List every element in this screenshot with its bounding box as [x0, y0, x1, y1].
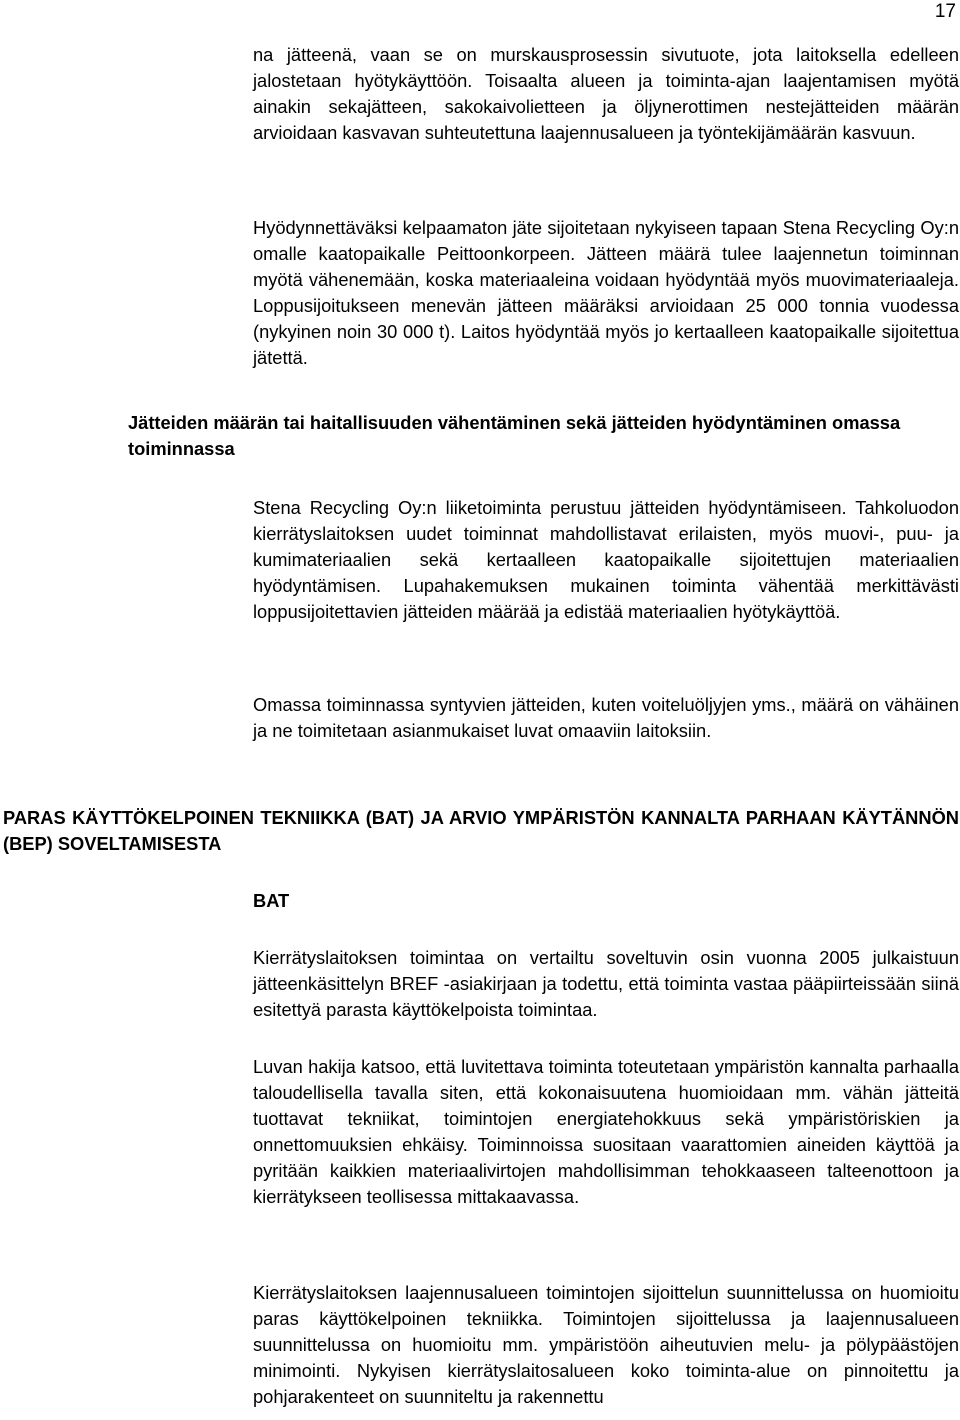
chapter-heading-bat-bep: PARAS KÄYTTÖKELPOINEN TEKNIIKKA (BAT) JA ARVIO YMPÄRISTÖN KANNALTA PARHAAN KÄYTÄNNÖN (BEP) SOVELTAMISESTA — [3, 807, 959, 854]
paragraph-landfill-disposal: Hyödynnettäväksi kelpaamaton jäte sijoitetaan nykyiseen tapaan Stena Recycling Oy:n omalle kaatopaikalle Peittoonkorpeen. Jätteen määrä tulee laajennetun toiminnan myötä vähenemään, koska materiaaleina voidaan hyödyntää myös muovimateriaaleja. Loppusijoitukseen menevän jätteen määräksi arvioidaan 25 000 tonnia vuodessa (nykyinen noin 30 000 t). Laitos hyödyntää myös jo kertaalleen kaatopaikalle sijoitettua jätettä. — [253, 217, 959, 368]
paragraph-best-practice: Luvan hakija katsoo, että luvitettava toiminta toteutetaan ympäristön kannalta parhaalla taloudellisella tavalla siten, että kokonaisuutena huomioidaan mm. vähän jätteitä tuottavat tekniikat, toimintojen energiatehokkuus sekä ympäristöriskien ja onnettomuuksien ehkäisy. Toiminnoissa suositaan vaarattomien aineiden käyttöä ja pyritään kaikkien materiaalivirtojen mahdollisimman tehokkaaseen talteenottoon ja kierrätykseen teollisessa mittakaavassa. — [253, 1056, 959, 1207]
paragraph-expansion-planning: Kierrätyslaitoksen laajennusalueen toimintojen sijoittelun suunnittelussa on huomioitu paras käyttökelpoinen tekniikka. Toimintojen sijoittelussa ja laajennusalueen suunnittelussa on huomioitu mm. ympäristöön aiheutuvien melu- ja pölypäästöjen minimointi. Nykyisen kierrätyslaitosalueen koko toiminta-alue on pinnoitettu ja pohjarakenteet on suunniteltu ja rakennettu — [253, 1282, 959, 1407]
subheading-bat: BAT — [253, 890, 290, 911]
paragraph-bref-comparison: Kierrätyslaitoksen toimintaa on vertailtu soveltuvin osin vuonna 2005 julkaistuun jätteenkäsittelyn BREF -asiakirjaan ja todettu, että toiminta vastaa pääpiirteissään siinä esitettyä parasta käyttökelpoista toimintaa. — [253, 947, 959, 1020]
paragraph-waste-by-product: na jätteenä, vaan se on murskausprosessin sivutuote, jota laitoksella edelleen jalostetaan hyötykäyttöön. Toisaalta alueen ja toiminta-ajan laajentamisen myötä ainakin sekajätteen, sakokaivolietteen ja öljynerottimen nestejätteiden määrän arvioidaan kasvavan suhteutettuna laajennusalueen ja työntekijämäärän kasvuun. — [253, 44, 959, 143]
paragraph-waste-utilisation: Stena Recycling Oy:n liiketoiminta perustuu jätteiden hyödyntämiseen. Tahkoluodon kierrätyslaitoksen uudet toiminnat mahdollistavat erilaisten, myös muovi-, puu- ja kumimateriaalien sekä kertaalleen kaatopaikalle sijoitettujen materiaalien hyödyntämisen. Lupahakemuksen mukainen toiminta vähentää merkittävästi loppusijoitettavien jätteiden määrää ja edistää materiaalien hyötykäyttöä. — [253, 497, 959, 622]
paragraph-own-waste: Omassa toiminnassa syntyvien jätteiden, kuten voiteluöljyjen yms., määrä on vähäinen ja ne toimitetaan asianmukaiset luvat omaaviin laitoksiin. — [253, 694, 959, 741]
page-number: 17 — [934, 1, 956, 22]
section-heading-waste-reduction: Jätteiden määrän tai haitallisuuden vähentäminen sekä jätteiden hyödyntäminen omassa toiminnassa — [128, 412, 901, 459]
